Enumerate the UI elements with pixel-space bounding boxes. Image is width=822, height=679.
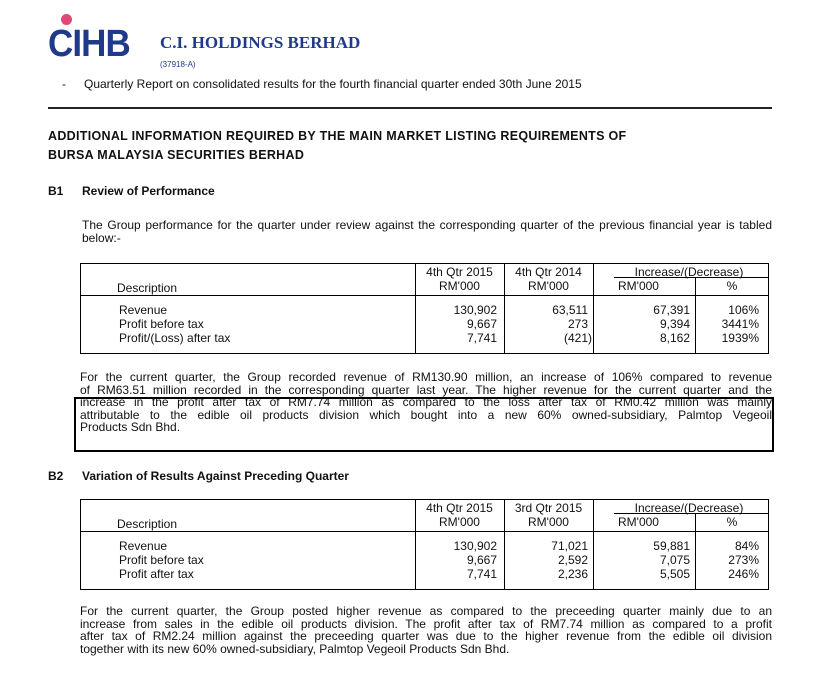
b1-col-description: Description xyxy=(117,281,178,295)
main-heading xyxy=(48,127,748,165)
b2-section-title: Variation of Results Against Preceding Quarter xyxy=(82,469,349,483)
b1-section-title: Review of Performance xyxy=(82,184,215,198)
report-dash: - xyxy=(62,77,66,91)
b1-intro: The Group performance for the quarter under review against the corresponding quarter of the previous financial year is tabled below:- xyxy=(82,218,772,245)
main-heading-line2: BURSA MALAYSIA SECURITIES BERHAD xyxy=(48,148,305,162)
company-name: C.I. HOLDINGS BERHAD xyxy=(160,33,361,52)
highlight-box xyxy=(74,397,774,452)
b2-table: Description 4th Qtr 2015 RM'000 3rd Qtr 2015 RM'000 Increase/(Decrease) RM'000 % Revenue 130,902 71,021 59,881 84% Profit before tax 9,667 2,592 7,075 273% Profit after tax 7,741 2,236 5,505 246% xyxy=(80,499,769,590)
b2-col2-unit: RM'000 xyxy=(528,515,569,529)
header-divider xyxy=(48,107,772,109)
b1-paragraph: For the current quarter, the Group recorded revenue of RM130.90 million, an increase of 106% compared to revenue of RM63.51 million recorded in the corresponding quarter last year. The higher revenue for the current quarter and the increase in the profit after tax of RM7.74 million as compared to the loss after tax of RM0.42 million was mainly attributable to the edible oil products division which bought into a new 60% owned-subsidiary, Palmtop Vegeoil Products Sdn Bhd. xyxy=(80,370,772,434)
b2-col3-header: Increase/(Decrease) xyxy=(634,501,744,515)
b2-col3-pct: % xyxy=(726,515,738,529)
b2-col-description: Description xyxy=(117,517,178,531)
b2-col1-header: 4th Qtr 2015 xyxy=(426,501,493,515)
b1-col1-header: 4th Qtr 2015 xyxy=(426,265,493,279)
b1-col2-header: 4th Qtr 2014 xyxy=(515,265,582,279)
b2-col2-header: 3rd Qtr 2015 xyxy=(514,501,583,515)
b1-col3-unit: RM'000 xyxy=(618,279,659,293)
company-registration: (37918-A) xyxy=(160,60,196,69)
report-title-line xyxy=(62,77,582,91)
b1-col2-unit: RM'000 xyxy=(528,279,569,293)
b1-col1-unit: RM'000 xyxy=(439,279,480,293)
b1-col3-header: Increase/(Decrease) xyxy=(634,265,744,279)
main-heading-line1: ADDITIONAL INFORMATION REQUIRED BY THE MAIN MARKET LISTING REQUIREMENTS OF xyxy=(48,129,627,143)
b1-col3-pct: % xyxy=(726,279,738,293)
b2-section-number: B2 xyxy=(48,469,64,483)
b1-section-number: B1 xyxy=(48,184,64,198)
b2-col3-unit: RM'000 xyxy=(618,515,659,529)
report-title: Quarterly Report on consolidated results for the fourth financial quarter ended 30th June 2015 xyxy=(84,77,582,91)
b2-col1-unit: RM'000 xyxy=(439,515,480,529)
logo-text: CIHB xyxy=(48,23,130,65)
b1-table: Description 4th Qtr 2015 RM'000 4th Qtr 2014 RM'000 Increase/(Decrease) RM'000 % Revenue 130,902 63,511 67,391 106% Profit before tax 9,667 273 9,394 3441% Profit/(Loss) after tax 7,741 (421) 8,162 1939% xyxy=(80,263,769,354)
b2-paragraph: For the current quarter, the Group posted higher revenue as compared to the preceeding quarter mainly due to an increase from sales in the edible oil products division. The profit after tax of RM7.74 million as compared to a profit after tax of RM2.24 million against the preceeding quarter was due to the higher revenue from the edible oil division together with its new 60% owned-subsidiary, Palmtop Vegeoil Products Sdn Bhd. xyxy=(80,604,772,656)
company-logo xyxy=(48,14,138,66)
